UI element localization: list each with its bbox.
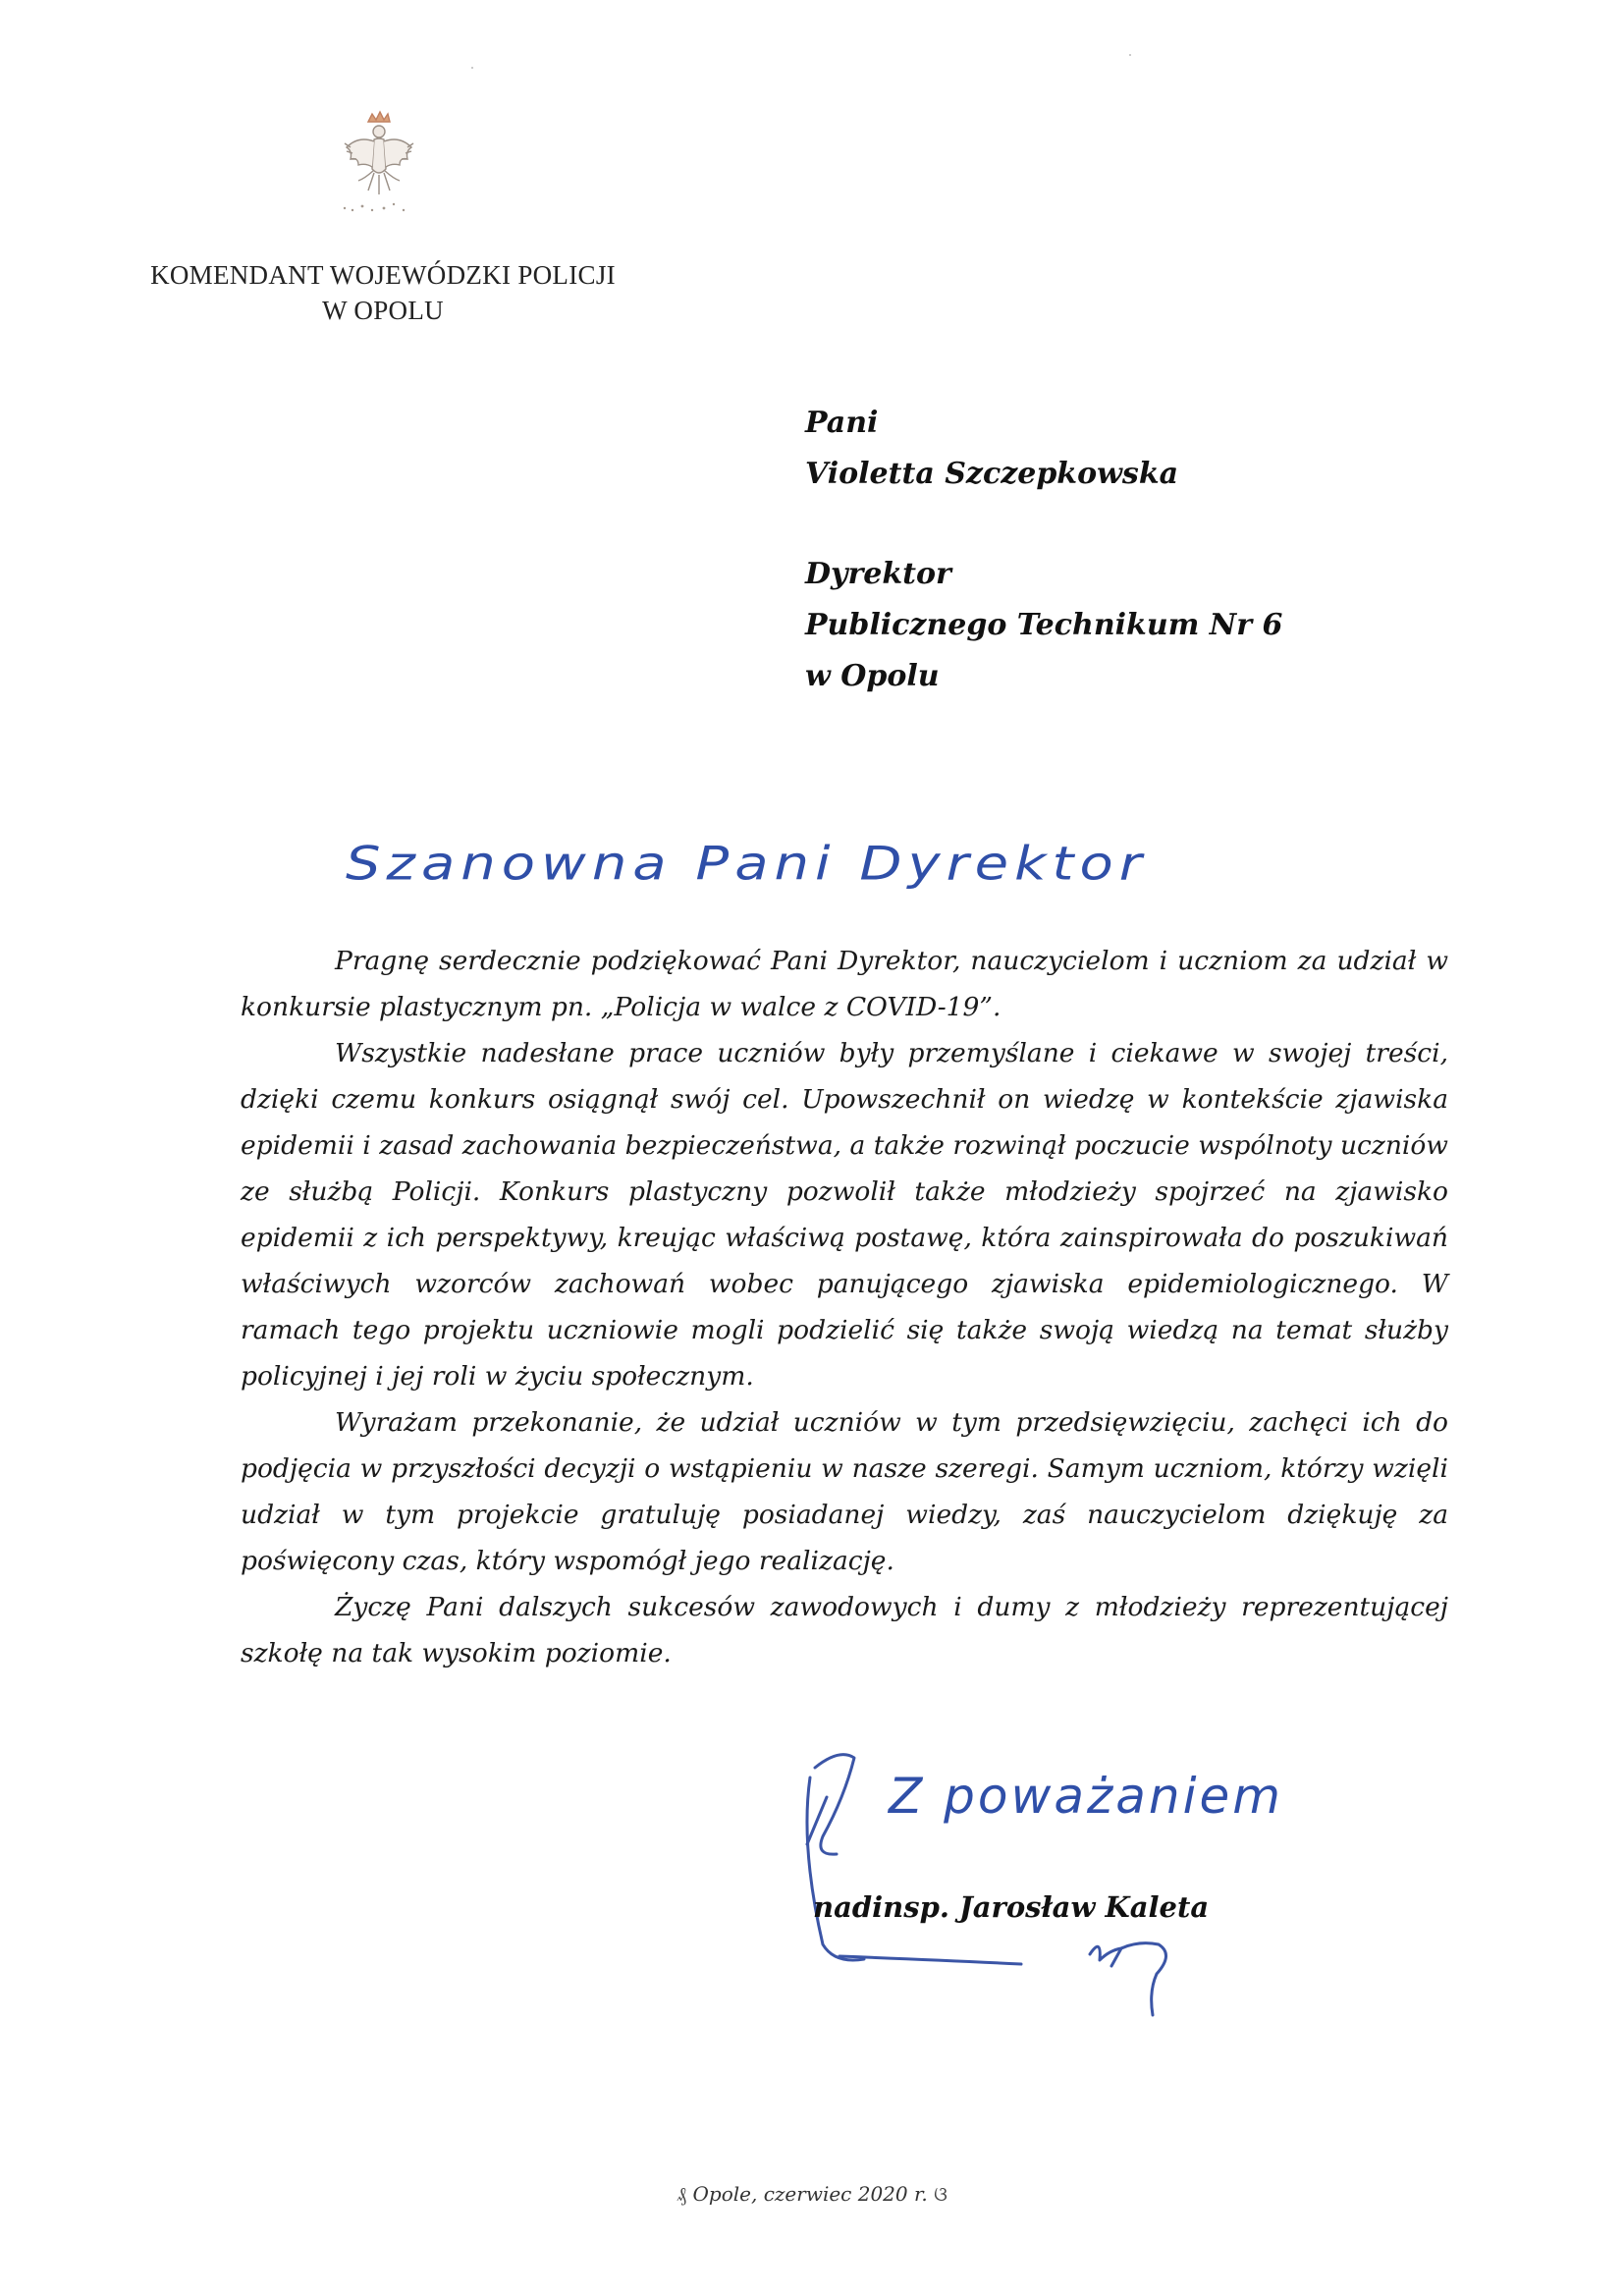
scan-speck [1129,54,1131,56]
closing-phrase: Z poważaniem [889,1768,1283,1825]
ornament-right-icon: ଓ [934,2182,947,2206]
body-paragraph: Wszystkie nadesłane prace uczniów były przemyślane i ciekawe w swojej treści, dzięki czemu konkurs osiągnął swój cel. Upowszechnił on wiedzę w kontekście zjawiska epidemii i zasad zachowania bezpieczeństwa, a także rozwinął poczucie wspólnoty uczniów ze służbą Policji. Konkurs plastyczny pozwolił także młodzieży spojrzeć na zjawisko epidemii z ich perspektywy, kreując właściwą postawę, która zainspirowała do poszukiwań właściwych wzorców zachowań wobec panującego zjawiska epidemiologicznego. W ramach tego projektu uczniowie mogli podzielić się także swoją wiedzą na temat służby policyjnej i jej roli w życiu społecznym. [241,1038,1448,1392]
polish-eagle-icon [329,108,427,236]
handwritten-salutation [346,837,1249,935]
signer-name: nadinsp. Jarosław Kaleta [813,1890,1210,1924]
place-date: Opole, czerwiec 2020 r. [692,2182,928,2206]
addressee-name: Violetta Szczepkowska [805,457,1179,491]
footer-place-date [0,2182,1624,2207]
ornament-left-icon: ₰ [677,2182,687,2206]
salutation-text: Szanowna Pani Dyrektor [346,837,1148,892]
issuer-city: W OPOLU [322,296,444,325]
addressee-position: Dyrektor [805,557,951,591]
issuer-title: KOMENDANT WOJEWÓDZKI POLICJI [150,260,616,290]
body-paragraph: Wyrażam przekonanie, że udział uczniów w tym przedsięwzięciu, zachęci ich do podjęcia w przyszłości decyzji o wstąpieniu w nasze szeregi. Samym uczniom, którzy wzięli udział w tym projekcie gratuluję posiadanej wiedzy, zaś nauczycielom dziękuję za poświęcony czas, który wspomógł jego realizację. [241,1407,1448,1576]
letter-body [241,938,1448,1676]
scan-speck [471,67,473,69]
addressee-block [805,398,1282,702]
issuer-header [88,257,677,328]
addressee-salutation-word: Pani [805,406,879,440]
body-paragraph: Pragnę serdecznie podziękować Pani Dyrektor, nauczycielom i uczniom za udział w konkursie plastycznym pn. „Policja w walce z COVID-19”. [241,946,1448,1022]
addressee-institution: Publicznego Technikum Nr 6 [805,608,1283,642]
body-paragraph: Życzę Pani dalszych sukcesów zawodowych i dumy z młodzieży reprezentującej szkołę na tak wysokim poziomie. [241,1592,1448,1668]
addressee-city: w Opolu [805,659,940,693]
